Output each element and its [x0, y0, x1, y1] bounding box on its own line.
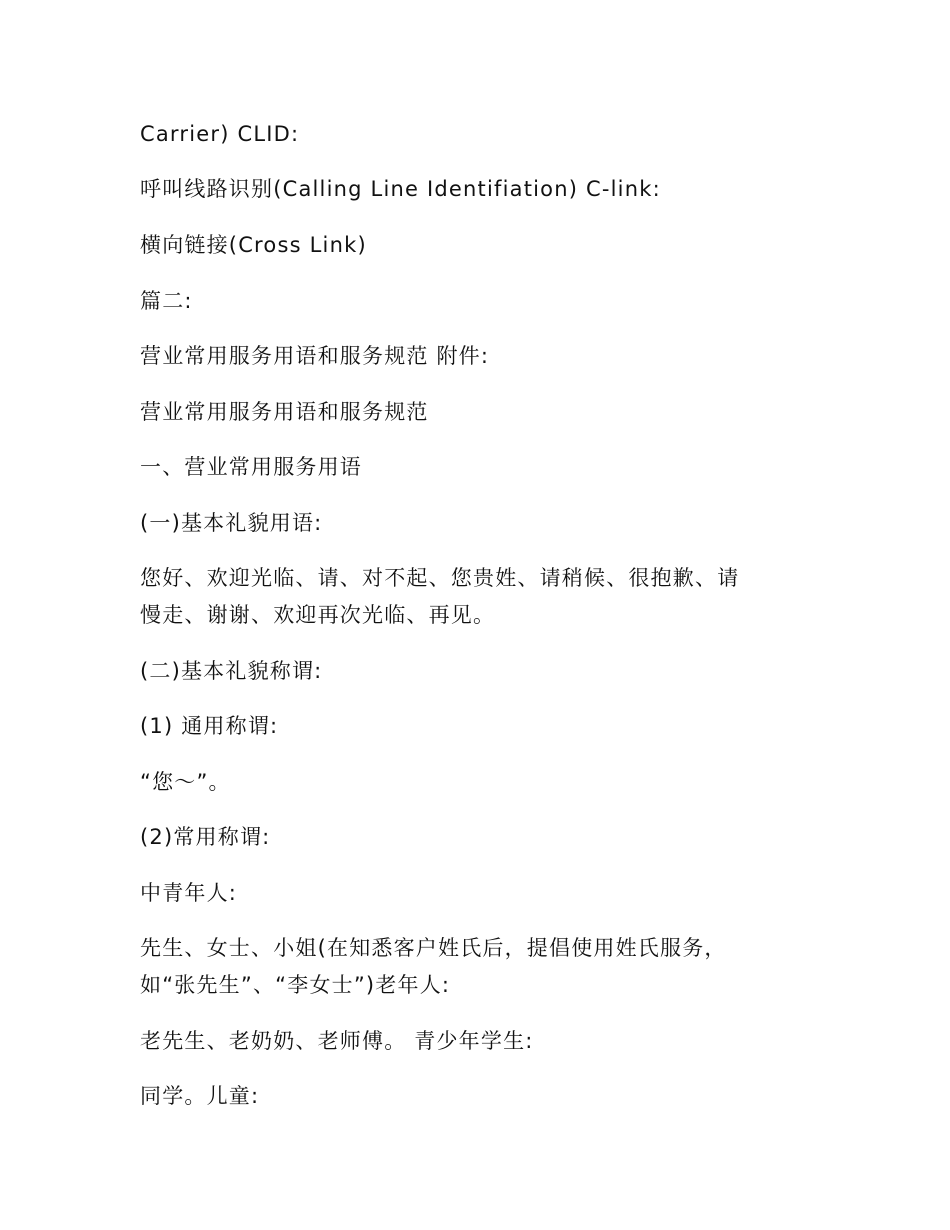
text-line: 同学。儿童:	[140, 1084, 260, 1108]
paragraph-line: 慢走、谢谢、欢迎再次光临、再见。	[140, 603, 496, 627]
text-line: 老先生、老奶奶、老师傅。 青少年学生:	[140, 1029, 534, 1053]
text-line: Carrier) CLID:	[140, 122, 300, 146]
subsection-heading: (二)基本礼貌称谓:	[140, 659, 323, 683]
text-line: 营业常用服务用语和服务规范 附件:	[140, 344, 490, 368]
section-heading: 一、营业常用服务用语	[140, 455, 362, 479]
paragraph-line: 先生、女士、小姐(在知悉客户姓氏后，提倡使用姓氏服务，	[140, 936, 727, 960]
list-item-heading: (1) 通用称谓:	[140, 714, 279, 738]
text-line: “您～”。	[140, 770, 231, 794]
list-item-heading: (2)常用称谓:	[140, 825, 271, 849]
subsection-heading: (一)基本礼貌用语:	[140, 511, 323, 535]
text-line: 横向链接(Cross Link)	[140, 233, 367, 257]
heading-part-two: 篇二:	[140, 289, 193, 313]
text-line: 呼叫线路识别(Calling Line Identifiation) C-link:	[140, 177, 661, 201]
paragraph-line: 如“张先生”、“李女士”)老年人:	[140, 973, 451, 997]
section-title: 营业常用服务用语和服务规范	[140, 400, 429, 424]
text-line: 中青年人:	[140, 881, 238, 905]
paragraph-line: 您好、欢迎光临、请、对不起、您贵姓、请稍候、很抱歉、请	[140, 566, 740, 590]
